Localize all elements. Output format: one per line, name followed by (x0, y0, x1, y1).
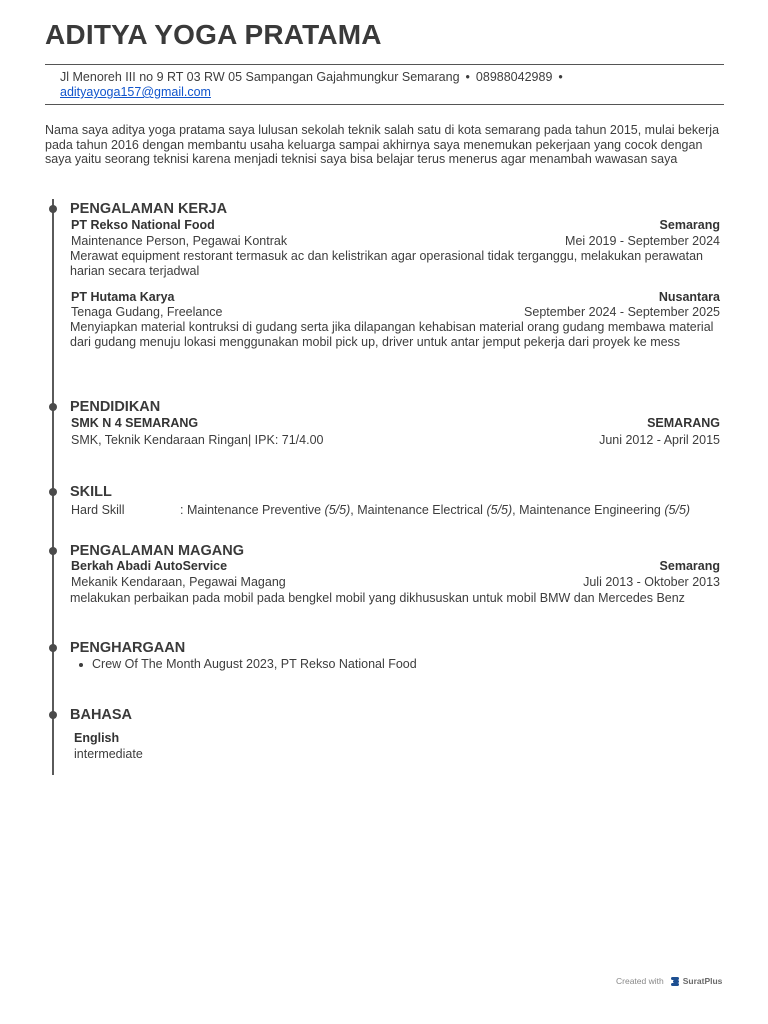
suratplus-logo-icon (671, 977, 679, 986)
section-title-awards: PENGHARGAAN (70, 640, 186, 656)
education-meta (71, 433, 720, 448)
skill-row: Hard Skill : Maintenance Preventive (5/5), Maintenance Electrical (5/5), Maintenance Engineering (5/5) (71, 503, 691, 517)
job-role: Tenaga Gudang, Freelance (71, 305, 223, 319)
section-title-languages: BAHASA (70, 707, 133, 723)
brand-name: SuratPlus (682, 976, 723, 986)
job-location: Semarang (659, 218, 720, 232)
skill-name: Maintenance Preventive (186, 503, 322, 517)
candidate-name: ADITYA YOGA PRATAMA (45, 19, 382, 50)
job-header (71, 218, 720, 233)
award-item: Crew Of The Month August 2023, PT Rekso National Food (92, 657, 417, 671)
language-level: intermediate (74, 747, 143, 761)
contact-bar (45, 64, 724, 105)
timeline-dot (49, 711, 57, 719)
company-name: PT Hutama Karya (71, 290, 175, 304)
timeline-dot (49, 488, 57, 496)
job-role: Maintenance Person, Pegawai Kontrak (71, 234, 288, 248)
timeline-dot (49, 205, 57, 213)
skill-name: Maintenance Electrical (357, 503, 483, 517)
job-location: Nusantara (658, 290, 720, 304)
section-title-skill: SKILL (70, 484, 112, 500)
footer-credit (616, 976, 722, 986)
school-location: SEMARANG (647, 416, 720, 430)
job-description: Menyiapkan material kontruksi di gudang serta jika dilapangan kehabisan material orang gudang membawa material dari gudang menuju lokasi menggunakan mobil pick up, driver untuk antar jemput pekerja dari proyek ke mess (70, 320, 714, 349)
skill-prefix: : (180, 503, 187, 517)
internship-location: Semarang (659, 559, 720, 573)
internship-meta (71, 575, 720, 590)
section-title-internship: PENGALAMAN MAGANG (70, 543, 244, 559)
timeline-dot (49, 547, 57, 555)
timeline-dot (49, 644, 57, 652)
education-major: SMK, Teknik Kendaraan Ringan| IPK: 71/4.00 (71, 433, 324, 447)
skill-label: Hard Skill (71, 503, 125, 517)
education-header (71, 416, 720, 431)
internship-period: Juli 2013 - Oktober 2013 (583, 575, 720, 589)
section-title-education: PENDIDIKAN (70, 399, 161, 415)
job-period: Mei 2019 - September 2024 (565, 234, 720, 248)
language-name: English (74, 731, 120, 745)
address: Jl Menoreh III no 9 RT 03 RW 05 Sampangan Gajahmungkur Semarang (60, 70, 460, 84)
created-with-text: Created with (616, 976, 664, 986)
internship-company: Berkah Abadi AutoService (71, 559, 228, 573)
job-meta (71, 305, 720, 320)
job-header (71, 290, 720, 305)
job-period: September 2024 - September 2025 (524, 305, 720, 319)
phone-number: 08988042989 (475, 70, 553, 84)
email-link[interactable]: adityayoga157@gmail.com (60, 85, 211, 99)
job-description: Merawat equipment restorant termasuk ac dan kelistrikan agar operasional tidak terganggu, melakukan perawatan harian secara terjadwal (70, 249, 703, 278)
skill-name: Maintenance Engineering (519, 503, 661, 517)
timeline-line (52, 199, 54, 775)
internship-role: Mekanik Kendaraan, Pegawai Magang (71, 575, 286, 589)
internship-header (71, 559, 720, 574)
skill-level: (5/5) (324, 503, 351, 517)
skill-level: (5/5) (486, 503, 513, 517)
section-title-experience: PENGALAMAN KERJA (70, 201, 228, 217)
job-meta (71, 234, 720, 249)
internship-description: melakukan perbaikan pada mobil pada bengkel mobil yang dikhususkan untuk mobil BMW dan Mercedes Benz (70, 591, 685, 605)
timeline-dot (49, 403, 57, 411)
company-name: PT Rekso National Food (71, 218, 215, 232)
school-name: SMK N 4 SEMARANG (71, 416, 199, 430)
profile-summary: Nama saya aditya yoga pratama saya lulusan sekolah teknik salah satu di kota semarang pada tahun 2015, mulai bekerja pada tahun 2016 dengan membantu usaha keluarga sampai akhirnya saya menemukan pekerjaan yang cocok dengan saya yaitu seorang teknisi karena menjadi teknisi saya bisa belajar terus menerus agar menambah wawasan saya (45, 123, 720, 166)
skill-level: (5/5) (664, 503, 691, 517)
separator-dot: • (558, 70, 563, 84)
education-period: Juni 2012 - April 2015 (599, 433, 720, 447)
separator-dot: • (465, 70, 470, 84)
